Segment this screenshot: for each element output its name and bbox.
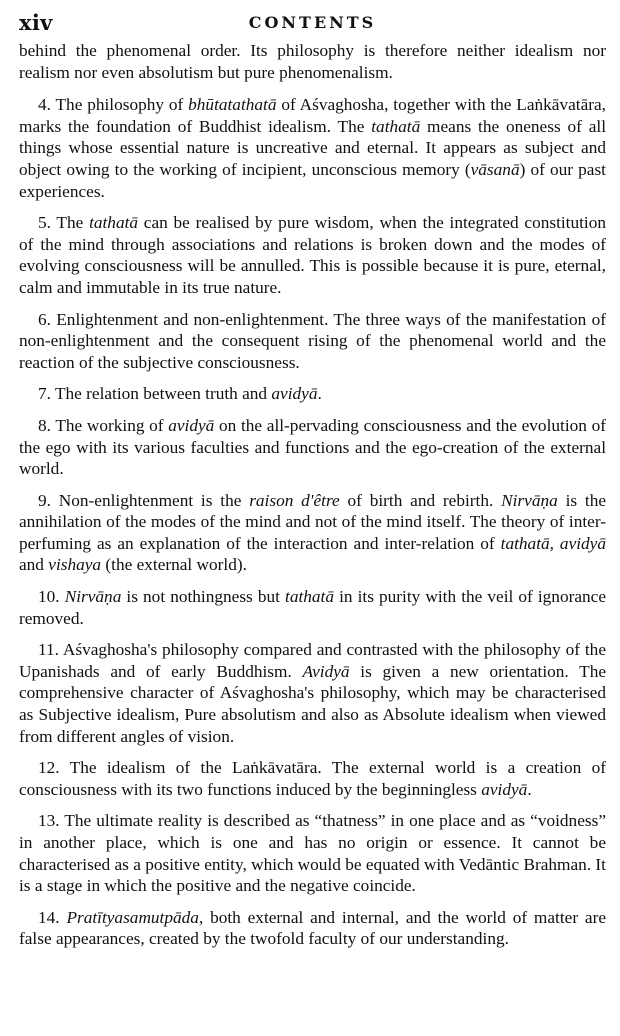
text-run: 13. The ultimate reality is described as “thatness” in one place and as “voidness” in another place, which is one and has no origin or essence. It cannot be characterised as a positive entity, which would be equated with Vedāntic Brahman. It is a stage in which the positive and the negative coincide. xyxy=(19,811,606,896)
text-run: in its purity with the veil of ignorance removed. xyxy=(19,587,606,628)
italic-term: tathatā xyxy=(89,213,139,233)
italic-term: Pratītyasamutpāda xyxy=(66,907,199,927)
text-run: of birth and rebirth. xyxy=(339,490,502,510)
italic-term: avidyā xyxy=(481,779,528,799)
continuation-paragraph xyxy=(19,40,606,83)
contents-paragraph xyxy=(19,383,606,405)
text-run: on the all-pervading consciousness and the evolution of the ego with its various faculties and functions and the ego-creation of the external world. xyxy=(19,415,606,479)
italic-term: Avidyā xyxy=(302,661,350,681)
text-run: ) of our past experiences. xyxy=(19,159,606,201)
text-run: means the oneness of all things whose essential nature is uncreative and eternal. It appears as subject and object owing to the working of incipient, unconscious memory ( xyxy=(19,116,606,179)
text-run: , both external and internal, and the world of matter are false appearances, created by the twofold faculty of our understanding. xyxy=(19,907,606,949)
page-number: xiv xyxy=(19,10,53,35)
page-header xyxy=(19,10,606,40)
text-run: can be realised by pure wisdom, when the integrated constitution of the mind through associations and relations is broken down and the modes of evolving consciousness will be annulled. This is possible because it is pure, eternal, calm and immutable in its true nature. xyxy=(19,213,607,297)
text-run: 11. Aśvaghosha's philosophy compared and contrasted with the philosophy of the Upanishads and of early Buddhism. xyxy=(19,640,606,681)
italic-term: bhūtatathatā xyxy=(188,95,277,115)
running-head: CONTENTS xyxy=(248,13,377,32)
text-run: 6. Enlightenment and non-enlightenment. The three ways of the manifestation of non-enlightenment and the consequent rising of the phenomenal world and the reaction of the subjective consciousness. xyxy=(19,309,606,372)
text-run: 8. The working of xyxy=(38,415,169,435)
italic-term: tathatā xyxy=(285,587,334,607)
contents-body xyxy=(19,40,606,950)
text-run: 5. The xyxy=(38,213,90,233)
text-run: . xyxy=(317,384,322,404)
text-run: is given a new orientation. The comprehensive character of Aśvaghosha's philosophy, which may be characterised as Subjective idealism, Pure absolutism and also as Absolute idealism when viewed from different angles of vision. xyxy=(19,661,606,746)
text-run: 14. xyxy=(38,907,67,927)
text-run: is the annihilation of the modes of the mind and not of the mind itself. The theory of inter-perfuming as an explanation of the interaction and inter-relation of xyxy=(19,490,607,553)
text-run: is not nothingness but xyxy=(121,587,286,607)
italic-term: avidyā xyxy=(168,415,215,435)
contents-paragraph xyxy=(19,490,606,576)
text-run: 7. The relation between truth and xyxy=(38,384,272,404)
text-run: 10. xyxy=(38,587,65,607)
contents-paragraph xyxy=(19,94,606,202)
text-run: (the external world). xyxy=(101,555,247,575)
text-run: 4. The philosophy of xyxy=(38,95,189,115)
italic-term: vishaya xyxy=(48,555,102,575)
contents-paragraph xyxy=(19,586,606,629)
contents-paragraph xyxy=(19,212,606,298)
italic-term: raison d'être xyxy=(249,490,340,510)
text-run: behind the phenomenal order. Its philosophy is therefore neither idealism nor realism nor even absolutism but pure phenomenalism. xyxy=(19,41,606,82)
contents-paragraph xyxy=(19,757,606,800)
italic-term: tathatā xyxy=(371,116,421,136)
contents-paragraph xyxy=(19,639,606,747)
text-run: . xyxy=(527,779,532,799)
contents-paragraph xyxy=(19,907,606,950)
italic-term: Nirvāṇa xyxy=(501,490,558,510)
contents-paragraph xyxy=(19,415,606,480)
italic-term: Nirvāṇa xyxy=(64,587,122,607)
text-run: and xyxy=(19,555,49,575)
italic-term: vāsanā xyxy=(470,159,520,179)
italic-term: tathatā, avidyā xyxy=(500,533,606,553)
contents-paragraph xyxy=(19,309,606,374)
text-run: 12. The idealism of the Laṅkāvatāra. The external world is a creation of consciousness with its two functions induced by the beginningless xyxy=(19,758,606,799)
contents-paragraph xyxy=(19,810,606,896)
text-run: 9. Non-enlightenment is the xyxy=(38,490,250,510)
italic-term: avidyā xyxy=(271,384,318,404)
text-run: of Aśvaghosha, together with the Laṅkāvatāra, marks the foundation of Buddhist idealism. The xyxy=(19,95,606,136)
